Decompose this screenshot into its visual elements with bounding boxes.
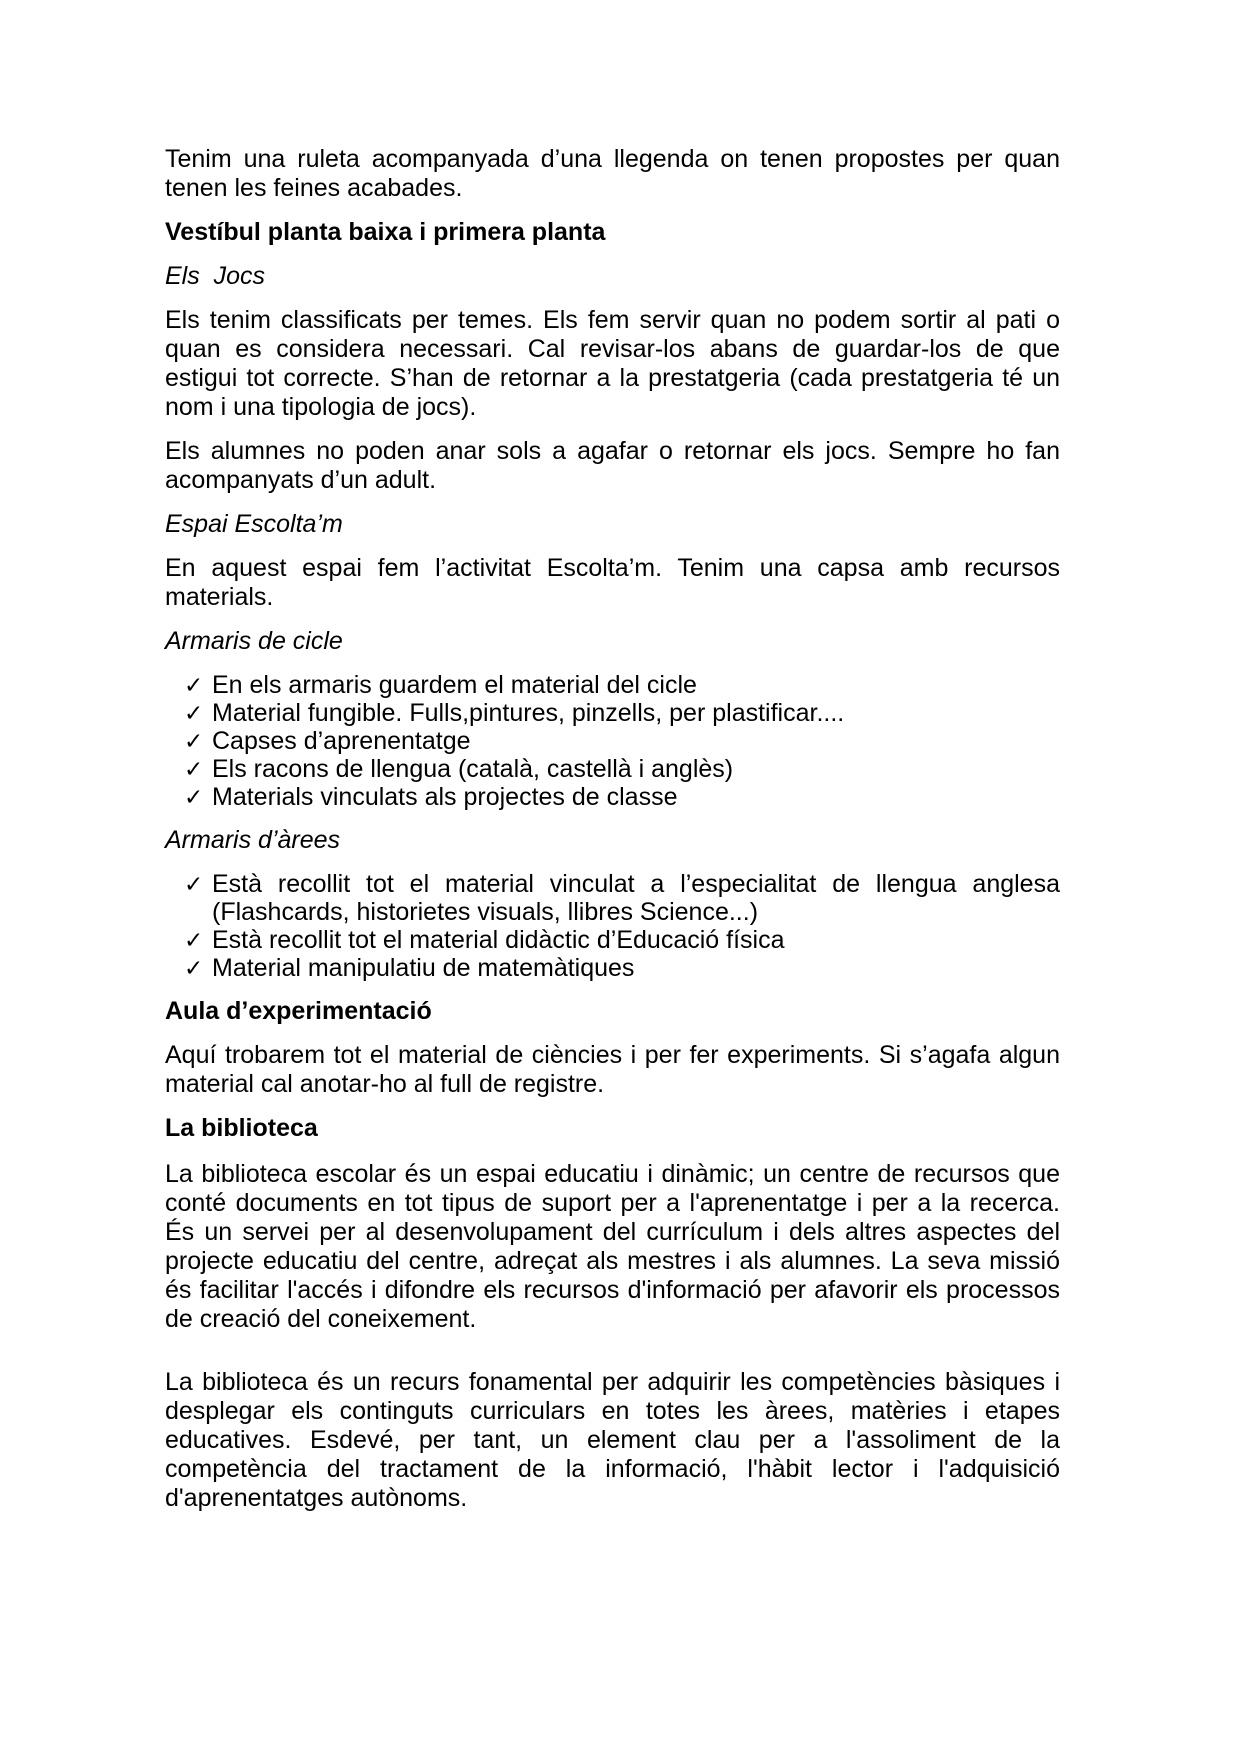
list-item-text: Està recollit tot el material didàctic d’Educació física	[212, 926, 785, 954]
heading-aula-experimentacio: Aula d’experimentació	[165, 997, 432, 1025]
heading-la-biblioteca: La biblioteca	[165, 1114, 318, 1142]
list-item-text: Els racons de llengua (català, castellà i anglès)	[212, 755, 734, 783]
checklist-armaris-de-cicle	[165, 671, 1060, 811]
list-item-text: Materials vinculats als projectes de classe	[212, 783, 678, 811]
paragraph-jocs-1: Els tenim classificats per temes. Els fem servir quan no podem sortir al pati o quan es considera necessari. Cal revisar-los abans de guardar-los de que estigui tot correcte. S’han de retornar a la prestatgeria (cada prestatgeria té un nom i una tipologia de jocs).	[165, 306, 1060, 421]
paragraph-intro: Tenim una ruleta acompanyada d’una llegenda on tenen propostes per quan tenen les feines acabades.	[165, 145, 1060, 202]
list-item	[184, 926, 1060, 954]
subheading-armaris-de-cicle: Armaris de cicle	[165, 627, 343, 655]
subheading-armaris-darees: Armaris d’àrees	[165, 826, 341, 854]
list-item-text: Capses d’aprenentatge	[212, 727, 471, 755]
subheading-espai-escoltam: Espai Escolta’m	[165, 510, 343, 538]
check-icon: ✓	[184, 756, 204, 782]
paragraph-espai-escoltam: En aquest espai fem l’activitat Escolta’m. Tenim una capsa amb recursos materials.	[165, 554, 1060, 611]
list-item	[184, 671, 1060, 699]
paragraph-aula-experimentacio: Aquí trobarem tot el material de ciències i per fer experiments. Si s’agafa algun material cal anotar-ho al full de registre.	[165, 1041, 1060, 1098]
list-item	[184, 699, 1060, 727]
check-icon: ✓	[184, 728, 204, 754]
list-item	[184, 954, 1060, 982]
paragraph-biblioteca-1: La biblioteca escolar és un espai educatiu i dinàmic; un centre de recursos que conté documents en tot tipus de suport per a l'aprenentatge i per a la recerca. És un servei per al desenvolupament del currículum i dels altres aspectes del projecte educatiu del centre, adreçat als mestres i als alumnes. La seva missió és facilitar l'accés i difondre els recursos d'informació per afavorir els processos de creació del coneixement.	[165, 1160, 1060, 1333]
list-item	[184, 870, 1060, 926]
list-item-text: Material manipulatiu de matemàtiques	[212, 954, 635, 982]
list-item-text: Està recollit tot el material vinculat a l’especialitat de llengua anglesa (Flashcards, historietes visuals, llibres Science...)	[212, 870, 1060, 926]
check-icon: ✓	[184, 700, 204, 726]
check-icon: ✓	[184, 672, 204, 698]
check-icon: ✓	[184, 784, 204, 810]
list-item	[184, 755, 1060, 783]
paragraph-biblioteca-2: La biblioteca és un recurs fonamental per adquirir les competències bàsiques i desplegar els continguts curriculars en totes les àrees, matèries i etapes educatives. Esdevé, per tant, un element clau per a l'assoliment de la competència del tractament de la informació, l'hàbit lector i l'adquisició d'aprenentatges autònoms.	[165, 1368, 1060, 1512]
check-icon: ✓	[184, 871, 204, 897]
check-icon: ✓	[184, 955, 204, 981]
list-item-text: En els armaris guardem el material del cicle	[212, 671, 697, 699]
checklist-armaris-darees	[165, 870, 1060, 982]
subheading-els-jocs: Els Jocs	[165, 262, 266, 290]
check-icon: ✓	[184, 927, 204, 953]
list-item	[184, 783, 1060, 811]
heading-vestibul: Vestíbul planta baixa i primera planta	[165, 218, 606, 246]
list-item-text: Material fungible. Fulls,pintures, pinzells, per plastificar....	[212, 699, 845, 727]
paragraph-jocs-2: Els alumnes no poden anar sols a agafar o retornar els jocs. Sempre ho fan acompanyats d’un adult.	[165, 437, 1060, 494]
list-item	[184, 727, 1060, 755]
